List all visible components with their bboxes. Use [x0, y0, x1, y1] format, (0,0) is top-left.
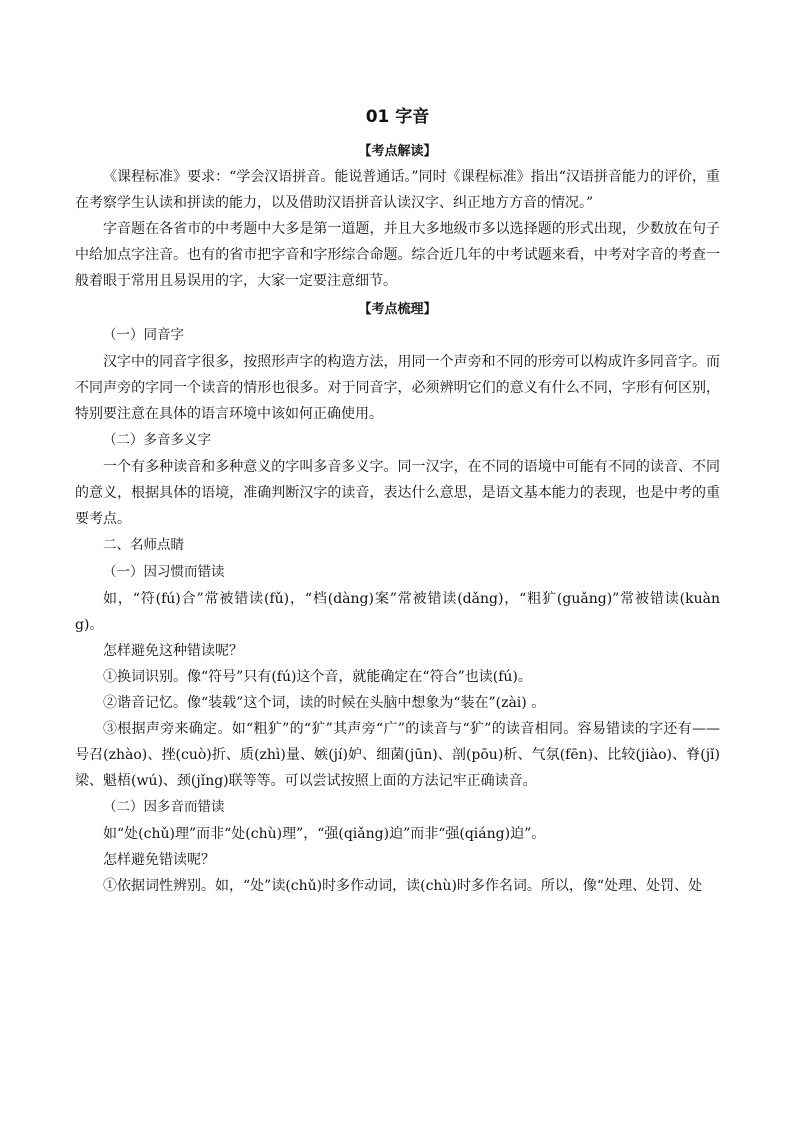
habit-method-2: ②谐音记忆。像“装载”这个词，读的时候在头脑中想象为“装在”(zài) 。 — [103, 695, 546, 711]
habit-method-1: ①换词识别。像“符号”只有(fú)这个音，就能确定在“符合”也读(fú)。 — [103, 669, 532, 685]
habit-method-3: ③根据声旁来确定。如“粗犷”的“犷”其声旁“广”的读音与“犷”的读音相同。容易错读的字还有——号召(zhào)、挫(cuò)折、质(zhì)量、嫉(jí)妒、细菌(jūn)、剖(pōu)析、气氛(fēn)、比较(jiào)、脊(jǐ)梁、魁梧(wú)、颈(jǐng)联等等。可以尝试按照上面的方法记牢正确读音。 — [75, 721, 720, 789]
document-page — [75, 100, 720, 899]
polyphonic-question: 怎样避免错读呢？ — [103, 852, 215, 868]
section-heading-summary: 【考点梳理】 — [358, 302, 437, 317]
habit-question: 怎样避免这种错读呢？ — [103, 643, 243, 659]
polyphonic-paragraph: 一个有多种读音和多种意义的字叫多音多义字。同一汉字，在不同的语境中可能有不同的读音、不同的意义，根据具体的语境，准确判断汉字的读音，表达什么意思，是语文基本能力的表现，也是中考的重要考点。 — [75, 459, 720, 527]
page-title: 01 字音 — [365, 107, 430, 127]
intro-paragraph-1: 《课程标准》要求：“学会汉语拼音。能说普通话。”同时《课程标准》指出“汉语拼音能力的评价，重在考察学生认读和拼读的能力，以及借助汉语拼音认读汉字、纠正地方方音的情况。” — [75, 169, 720, 211]
homophones-paragraph: 汉字中的同音字很多，按照形声字的构造方法，用同一个声旁和不同的形旁可以构成许多同音字。而不同声旁的字同一个读音的情形也很多。对于同音字，必须辨明它们的意义有什么不同，字形有何区别，特别要注意在具体的语言环境中该如何正确使用。 — [75, 354, 720, 422]
part-title-teacher-tips: 二、名师点睛 — [103, 537, 184, 553]
subsection-title-habit-misreading: （一）因习惯而错读 — [103, 564, 225, 580]
habit-example-paragraph: 如，“符(fú)合”常被错读(fǔ)，“档(dàng)案”常被错读(dǎng)，“粗犷(guǎng)”常被错读(kuàng)。 — [75, 591, 720, 633]
section-heading-interpretation: 【考点解读】 — [358, 144, 437, 159]
polyphonic-method-1: ①依据词性辨别。如，“处”读(chǔ)时多作动词，读(chù)时多作名词。所以，像“处理、处罚、处 — [103, 878, 703, 894]
subsection-title-homophones: （一）同音字 — [103, 327, 184, 343]
subsection-title-polyphonic-misreading: （二）因多音而错读 — [103, 799, 225, 815]
intro-paragraph-2: 字音题在各省市的中考题中大多是第一道题，并且大多地级市多以选择题的形式出现，少数放在句子中给加点字注音。也有的省市把字音和字形综合命题。综合近几年的中考试题来看，中考对字音的考查一般着眼于常用且易误用的字，大家一定要注意细节。 — [75, 221, 720, 289]
polyphonic-example-paragraph: 如“处(chǔ)理”而非“处(chù)理”，“强(qiǎng)迫”而非“强(qiáng)迫”。 — [103, 826, 546, 842]
subsection-title-polyphonic: （二）多音多义字 — [103, 432, 211, 448]
